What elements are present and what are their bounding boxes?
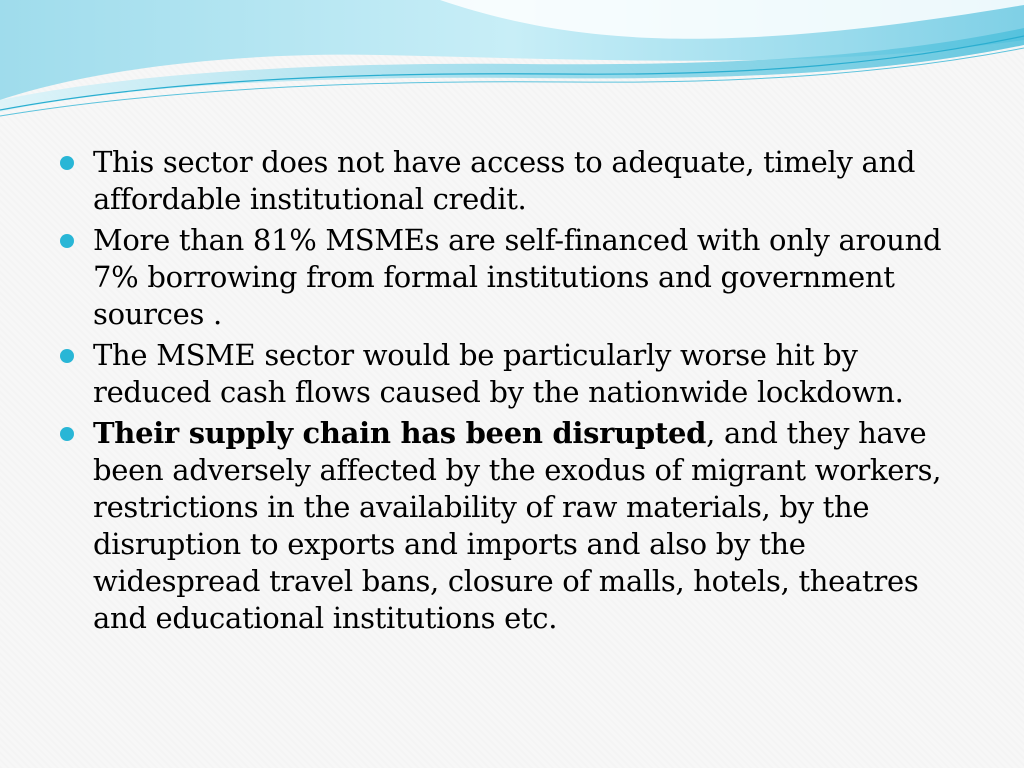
bullet-text: , and they have been adversely affected by the exodus of migrant workers, restrictions in the availability of raw materials, by the disruption to exports and imports and also by the widespread travel bans, closure of malls, hotels, theatres and educational institutions etc. bbox=[93, 416, 942, 635]
bullet-bold-text: Their supply chain has been disrupted bbox=[93, 416, 707, 450]
bullet-dot-icon bbox=[60, 349, 74, 363]
bullet-supply-chain bbox=[60, 415, 960, 637]
bullet-credit-access bbox=[60, 144, 960, 218]
header-wave-decoration bbox=[0, 0, 1024, 120]
bullet-dot-icon bbox=[60, 234, 74, 248]
bullet-dot-icon bbox=[60, 427, 74, 441]
bullet-text: The MSME sector would be particularly worse hit by reduced cash flows caused by the nationwide lockdown. bbox=[93, 338, 904, 409]
bullet-self-financed bbox=[60, 222, 960, 333]
bullet-dot-icon bbox=[60, 156, 74, 170]
bullet-list bbox=[60, 144, 960, 641]
bullet-text: This sector does not have access to adequate, timely and affordable institutional credit. bbox=[93, 145, 916, 216]
bullet-text: More than 81% MSMEs are self-financed with only around 7% borrowing from formal institutions and government sources . bbox=[93, 223, 942, 331]
bullet-cash-flows bbox=[60, 337, 960, 411]
